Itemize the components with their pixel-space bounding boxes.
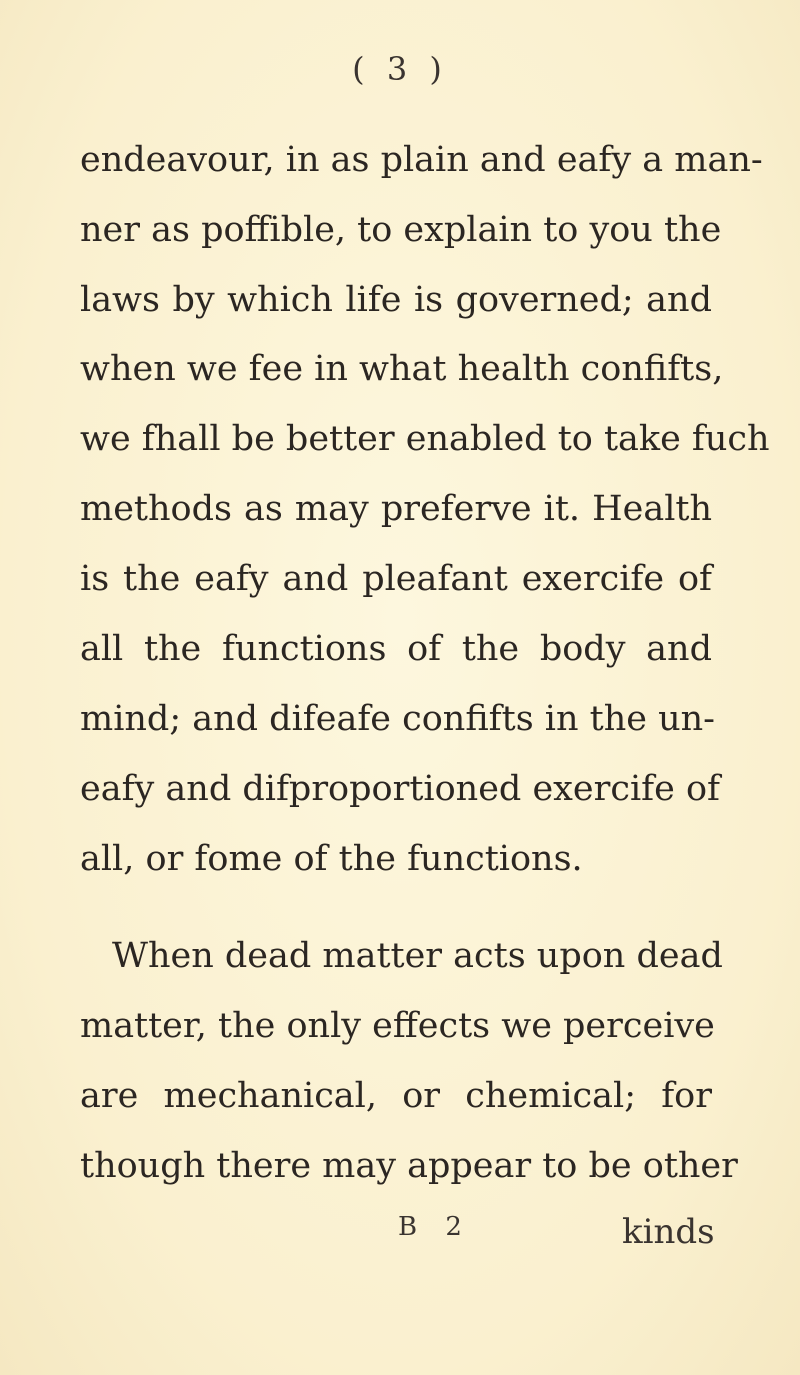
text-line: though there may appear to be other <box>80 1146 738 1186</box>
text-line: methods as may preferve it. Health <box>80 489 712 529</box>
catchword: kinds <box>622 1212 715 1252</box>
text-line: eafy and difproportioned exercife of <box>80 769 720 809</box>
text-line: laws by which life is governed; and <box>80 280 712 320</box>
signature-mark: B 2 <box>398 1212 472 1242</box>
text-line: are mechanical, or chemical; for <box>80 1076 712 1116</box>
text-line: is the eafy and pleafant exercife of <box>80 559 712 599</box>
text-line: mind; and difeafe confifts in the un- <box>80 699 715 739</box>
text-line: When dead matter acts upon dead <box>112 936 723 976</box>
text-line: all, or fome of the functions. <box>80 839 583 879</box>
text-line: endeavour, in as plain and eafy a man- <box>80 140 763 180</box>
text-line: all the functions of the body and <box>80 629 712 669</box>
page-number: ( 3 ) <box>352 50 448 88</box>
text-line: ner as poffible, to explain to you the <box>80 210 722 250</box>
text-line: we fhall be better enabled to take fuch <box>80 419 770 459</box>
page-footer <box>0 1212 800 1262</box>
text-line: when we fee in what health confifts, <box>80 349 724 389</box>
text-line: matter, the only effects we perceive <box>80 1006 715 1046</box>
